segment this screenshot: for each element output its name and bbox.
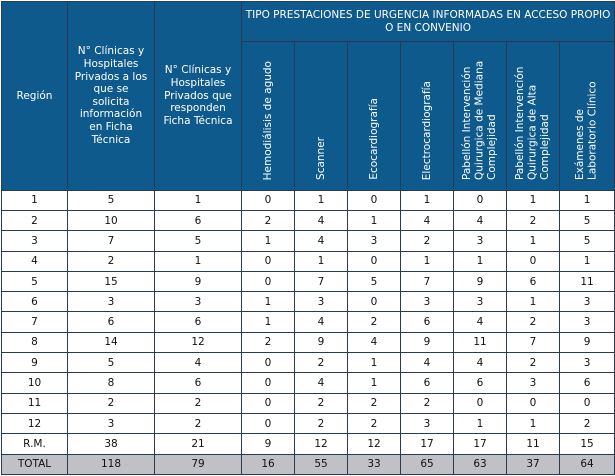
region-cell: TOTAL	[2, 454, 68, 474]
service-value-cell: 17	[454, 434, 507, 454]
service-value-cell: 55	[295, 454, 348, 474]
service-value-cell: 1	[348, 373, 401, 393]
service-value-cell: 0	[507, 393, 560, 413]
service-value-cell: 9	[401, 332, 454, 352]
service-value-cell: 2	[295, 393, 348, 413]
responden-cell: 5	[155, 231, 242, 251]
header-electrocardiografia	[401, 42, 454, 191]
service-value-cell: 4	[454, 353, 507, 373]
service-value-cell: 1	[242, 292, 295, 312]
service-value-cell: 1	[560, 251, 615, 271]
table-row	[2, 231, 615, 251]
header-ecocardiografia	[348, 42, 401, 191]
service-value-cell: 2	[560, 414, 615, 434]
service-value-cell: 12	[295, 434, 348, 454]
responden-cell: 6	[155, 210, 242, 230]
responden-cell: 12	[155, 332, 242, 352]
region-cell: 9	[2, 353, 68, 373]
header-electrocardiografia-text: Electrocardiografía	[420, 80, 433, 180]
service-value-cell: 4	[348, 332, 401, 352]
header-hemodialisis-text: Hemodiálisis de agudo	[261, 60, 274, 180]
service-value-cell: 0	[348, 292, 401, 312]
responden-cell: 6	[155, 373, 242, 393]
service-value-cell: 37	[507, 454, 560, 474]
solicita-cell: 38	[68, 434, 155, 454]
prestaciones-table	[1, 1, 615, 475]
service-value-cell: 5	[560, 210, 615, 230]
region-cell: 8	[2, 332, 68, 352]
solicita-cell: 7	[68, 231, 155, 251]
service-value-cell: 4	[454, 312, 507, 332]
service-value-cell: 0	[242, 271, 295, 291]
responden-cell: 4	[155, 353, 242, 373]
table-row	[2, 251, 615, 271]
service-value-cell: 4	[401, 210, 454, 230]
header-ecocardiografia-text: Ecocardiografía	[367, 98, 380, 180]
table-row	[2, 190, 615, 210]
service-value-cell: 3	[454, 231, 507, 251]
service-value-cell: 16	[242, 454, 295, 474]
header-group-prestaciones: TIPO PRESTACIONES DE URGENCIA INFORMADAS EN ACCESO PROPIO O EN CONVENIO	[242, 2, 615, 42]
region-cell: 6	[2, 292, 68, 312]
service-value-cell: 4	[295, 231, 348, 251]
service-value-cell: 5	[560, 231, 615, 251]
service-value-cell: 0	[454, 393, 507, 413]
region-cell: 1	[2, 190, 68, 210]
service-value-cell: 0	[242, 393, 295, 413]
table-row	[2, 312, 615, 332]
service-value-cell: 3	[560, 292, 615, 312]
responden-cell: 2	[155, 393, 242, 413]
region-cell: 11	[2, 393, 68, 413]
service-value-cell: 3	[560, 353, 615, 373]
header-scanner	[295, 42, 348, 191]
table-row	[2, 393, 615, 413]
region-cell: 4	[2, 251, 68, 271]
region-cell: R.M.	[2, 434, 68, 454]
service-value-cell: 6	[454, 373, 507, 393]
responden-cell: 2	[155, 414, 242, 434]
service-value-cell: 0	[454, 190, 507, 210]
service-value-cell: 11	[507, 434, 560, 454]
solicita-cell: 118	[68, 454, 155, 474]
header-scanner-text: Scanner	[314, 137, 327, 180]
region-cell: 7	[2, 312, 68, 332]
responden-cell: 9	[155, 271, 242, 291]
service-value-cell: 1	[401, 251, 454, 271]
service-value-cell: 4	[454, 210, 507, 230]
header-responden	[155, 2, 242, 191]
service-value-cell: 1	[348, 353, 401, 373]
solicita-cell: 14	[68, 332, 155, 352]
responden-cell: 1	[155, 190, 242, 210]
table-row	[2, 332, 615, 352]
service-value-cell: 4	[401, 353, 454, 373]
service-value-cell: 1	[401, 190, 454, 210]
header-hemodialisis	[242, 42, 295, 191]
service-value-cell: 3	[401, 414, 454, 434]
header-pabellon-alta	[507, 42, 560, 191]
service-value-cell: 1	[454, 251, 507, 271]
service-value-cell: 1	[507, 190, 560, 210]
table-row	[2, 434, 615, 454]
table-row	[2, 414, 615, 434]
table-row	[2, 271, 615, 291]
service-value-cell: 9	[295, 332, 348, 352]
service-value-cell: 1	[295, 251, 348, 271]
service-value-cell: 3	[401, 292, 454, 312]
region-cell: 3	[2, 231, 68, 251]
service-value-cell: 65	[401, 454, 454, 474]
service-value-cell: 15	[560, 434, 615, 454]
header-pabellon-mediana	[454, 42, 507, 191]
service-value-cell: 3	[348, 231, 401, 251]
header-laboratorio	[560, 42, 615, 191]
service-value-cell: 0	[242, 414, 295, 434]
responden-cell: 1	[155, 251, 242, 271]
service-value-cell: 4	[295, 210, 348, 230]
service-value-cell: 1	[507, 414, 560, 434]
total-row	[2, 454, 615, 474]
service-value-cell: 2	[348, 312, 401, 332]
service-value-cell: 2	[348, 414, 401, 434]
service-value-cell: 2	[242, 210, 295, 230]
solicita-cell: 5	[68, 190, 155, 210]
header-solicita-text: N° Clínicas y Hospitales Privados a los que se solicita información en Ficha Técnica	[74, 45, 148, 146]
service-value-cell: 2	[242, 332, 295, 352]
service-value-cell: 1	[242, 312, 295, 332]
solicita-cell: 3	[68, 292, 155, 312]
region-cell: 5	[2, 271, 68, 291]
responden-cell: 79	[155, 454, 242, 474]
service-value-cell: 1	[242, 231, 295, 251]
table-row	[2, 210, 615, 230]
table-row	[2, 292, 615, 312]
service-value-cell: 2	[507, 312, 560, 332]
table-body	[2, 190, 615, 474]
service-value-cell: 0	[242, 373, 295, 393]
service-value-cell: 0	[507, 251, 560, 271]
service-value-cell: 7	[401, 271, 454, 291]
service-value-cell: 3	[295, 292, 348, 312]
region-cell: 2	[2, 210, 68, 230]
solicita-cell: 2	[68, 393, 155, 413]
service-value-cell: 0	[242, 251, 295, 271]
service-value-cell: 2	[401, 231, 454, 251]
service-value-cell: 11	[560, 271, 615, 291]
service-value-cell: 0	[560, 393, 615, 413]
solicita-cell: 3	[68, 414, 155, 434]
service-value-cell: 4	[295, 373, 348, 393]
service-value-cell: 0	[242, 353, 295, 373]
service-value-cell: 1	[454, 414, 507, 434]
service-value-cell: 6	[507, 271, 560, 291]
header-solicita	[68, 2, 155, 191]
responden-cell: 21	[155, 434, 242, 454]
solicita-cell: 8	[68, 373, 155, 393]
solicita-cell: 2	[68, 251, 155, 271]
solicita-cell: 6	[68, 312, 155, 332]
service-value-cell: 0	[348, 251, 401, 271]
service-value-cell: 4	[295, 312, 348, 332]
service-value-cell: 12	[348, 434, 401, 454]
service-value-cell: 6	[560, 373, 615, 393]
solicita-cell: 10	[68, 210, 155, 230]
service-value-cell: 1	[560, 190, 615, 210]
region-cell: 12	[2, 414, 68, 434]
service-value-cell: 6	[401, 312, 454, 332]
service-value-cell: 9	[242, 434, 295, 454]
service-value-cell: 2	[401, 393, 454, 413]
table-row	[2, 373, 615, 393]
solicita-cell: 5	[68, 353, 155, 373]
solicita-cell: 15	[68, 271, 155, 291]
service-value-cell: 2	[507, 210, 560, 230]
service-value-cell: 5	[348, 271, 401, 291]
service-value-cell: 2	[295, 353, 348, 373]
responden-cell: 6	[155, 312, 242, 332]
table-row	[2, 353, 615, 373]
service-value-cell: 2	[507, 353, 560, 373]
service-value-cell: 1	[295, 190, 348, 210]
service-value-cell: 33	[348, 454, 401, 474]
service-value-cell: 63	[454, 454, 507, 474]
service-value-cell: 3	[507, 373, 560, 393]
service-value-cell: 1	[507, 231, 560, 251]
service-value-cell: 3	[560, 312, 615, 332]
header-responden-text: N° Clínicas y Hospitales Privados que responden Ficha Técnica	[163, 64, 233, 127]
service-value-cell: 7	[507, 332, 560, 352]
service-value-cell: 64	[560, 454, 615, 474]
service-value-cell: 2	[295, 414, 348, 434]
service-value-cell: 3	[454, 292, 507, 312]
service-value-cell: 17	[401, 434, 454, 454]
service-value-cell: 7	[295, 271, 348, 291]
header-pabellon-alta-text: Pabellón Intervención Quirurgica de Alta Complejidad	[514, 66, 552, 180]
header-laboratorio-text: Exámenes de Laboratorio Clínico	[574, 81, 600, 180]
responden-cell: 3	[155, 292, 242, 312]
header-region: Región	[2, 2, 68, 191]
service-value-cell: 9	[454, 271, 507, 291]
service-value-cell: 0	[348, 190, 401, 210]
service-value-cell: 1	[348, 210, 401, 230]
service-value-cell: 11	[454, 332, 507, 352]
header-pabellon-mediana-text: Pabellón Intervención Quirurgica de Mediana Complejidad	[461, 60, 499, 180]
region-cell: 10	[2, 373, 68, 393]
service-value-cell: 1	[507, 292, 560, 312]
service-value-cell: 6	[401, 373, 454, 393]
service-value-cell: 0	[242, 190, 295, 210]
service-value-cell: 9	[560, 332, 615, 352]
service-value-cell: 2	[348, 393, 401, 413]
